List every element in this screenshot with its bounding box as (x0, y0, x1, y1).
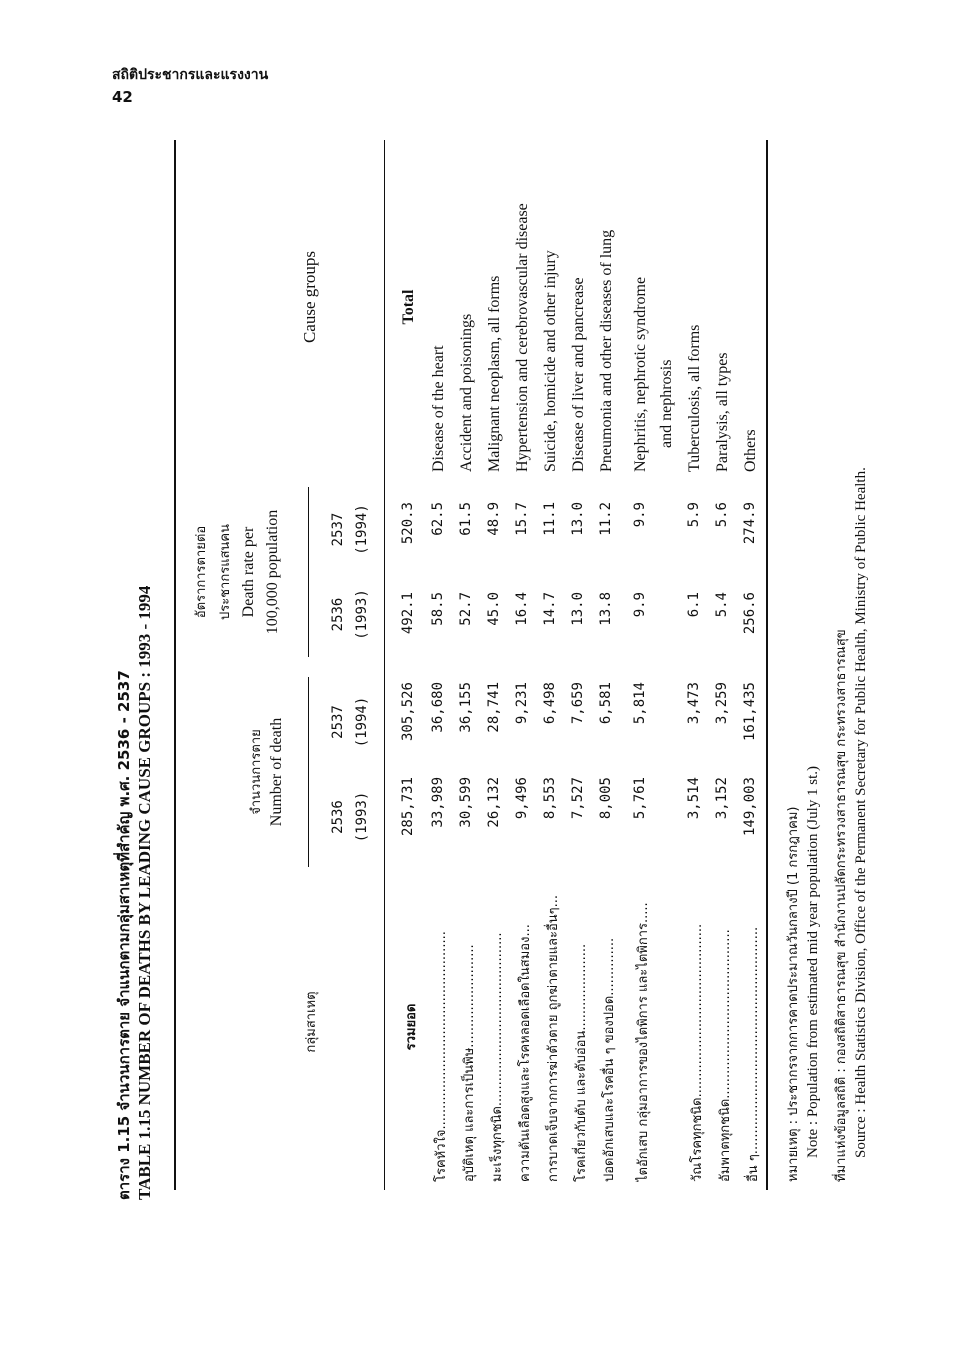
deaths-1994-cell: 161,435 (742, 682, 758, 742)
cause-thai-cell: มะเร็งทุกชนิด.......................................... (490, 932, 505, 1182)
bottom-rule (766, 140, 768, 1190)
deaths-1994-cell: 3,473 (686, 682, 702, 725)
note-english: Note : Population from estimated mid year population (July 1 st.) (805, 765, 821, 1158)
rate-1993-cell: 9.9 (632, 592, 648, 618)
rate-1993-cell: 58.5 (430, 592, 446, 626)
deaths-1993-cell: 3,514 (686, 777, 702, 820)
running-title: สถิติประชากรและแรงงาน (112, 67, 269, 83)
deaths-1993-cell: 7,527 (570, 777, 586, 820)
deaths-1993-cell: 26,132 (486, 777, 502, 828)
cause-en-cell: Accident and poisonings (458, 313, 475, 472)
deaths-1994-cell: 305,526 (400, 682, 416, 742)
header-year1-ad: (1993) (354, 791, 370, 843)
deaths-1994-cell: 36,680 (430, 682, 446, 733)
cause-thai-cell: อุบัติเหตุ และการเป็นพิษ......................... (462, 944, 477, 1182)
deaths-subheader-rule (308, 677, 309, 867)
header-rule (384, 140, 385, 1190)
header-year2: 2537 (330, 705, 346, 739)
note-thai: หมายเหตุ : ประชากรจากการคาดประมาณวันกลางปี (1 กรกฎาคม) (786, 806, 801, 1182)
top-rule (174, 140, 176, 1190)
cause-en-cell: Suicide, homicide and other injury (542, 250, 559, 472)
page-number: 42 (112, 88, 133, 106)
cause-thai-cell: ไตอักเสบ กลุ่มอาการของไตพิการ และไตพิการ..... (636, 902, 651, 1182)
deaths-1993-cell: 9,496 (514, 777, 530, 820)
cause-en-cell: Disease of liver and pancrease (570, 277, 587, 472)
rate-1993-cell: 256.6 (742, 592, 758, 635)
cause-en-cell: Pneumonia and other diseases of lung (598, 229, 615, 472)
header-rate-en-1: Death rate per (240, 526, 257, 618)
rate-1993-cell: 16.4 (514, 592, 530, 626)
cause-thai-cell: วัณโรคทุกชนิด.......................................... (690, 923, 705, 1182)
deaths-1994-cell: 5,814 (632, 682, 648, 725)
cause-en-cell: Nephritis, nephrotic syndrome (632, 276, 649, 472)
cause-thai-cell: รวมยอด (404, 1003, 419, 1051)
cause-en-cell: Others (742, 429, 759, 472)
source-english: Source : Health Statistics Division, Office of the Permanent Secretary for Public Health, Ministry of Public Health. (853, 467, 869, 1158)
deaths-1994-cell: 36,155 (458, 682, 474, 733)
header-year2-ad: (1994) (354, 696, 370, 748)
header-cause-thai: กลุ่มสาเหตุ (304, 991, 319, 1053)
rate-1994-cell: 48.9 (486, 502, 502, 536)
header-rate-thai-1: อัตราการตายต่อ (194, 525, 209, 619)
deaths-1993-cell: 8,553 (542, 777, 558, 820)
header-deaths-en: Number of death (268, 717, 285, 827)
header-deaths-thai: จำนวนการตาย (249, 729, 264, 815)
cause-thai-cell: อื่น ๆ....................................................... (746, 926, 761, 1182)
rate-1993-cell: 13.0 (570, 592, 586, 626)
header-rate-year1: 2536 (330, 597, 346, 632)
cause-thai-cell: ปอดอักเสบและโรคอื่น ๆ ของปอด.............. (602, 937, 617, 1182)
cause-thai-cell: การบาดเจ็บจากการฆ่าตัวตาย ถูกฆ่าตายและอื่นๆ... (546, 894, 561, 1182)
header-rate-year1-ad: (1993) (354, 589, 370, 640)
deaths-1994-cell: 9,231 (514, 682, 530, 725)
deaths-1994-cell: 7,659 (570, 682, 586, 725)
source-thai: ที่มาแห่งข้อมูลสถิติ : กองสถิติสาธารณสุข สำนักงานปลัดกระทรวงสาธารณสุข กระทรวงสาธารณสุข (834, 629, 849, 1182)
deaths-1993-cell: 5,761 (632, 777, 648, 820)
deaths-1994-cell: 6,498 (542, 682, 558, 725)
cause-en-cell: Malignant neoplasm, all forms (486, 275, 503, 472)
deaths-1994-cell: 6,581 (598, 682, 614, 725)
header-rate-thai-2: ประชากรแสนคน (218, 524, 233, 620)
deaths-1993-cell: 149,003 (742, 777, 758, 837)
rate-1994-cell: 9.9 (632, 502, 648, 528)
header-rate-en-2: 100,000 population (264, 509, 281, 635)
cause-thai-cell: ความดันเลือดสูงและโรคหลอดเลือดในสมอง... (518, 924, 533, 1182)
deaths-1993-cell: 285,731 (400, 777, 416, 837)
deaths-1993-cell: 30,599 (458, 777, 474, 828)
rate-1994-cell: 11.2 (598, 502, 614, 536)
deaths-1993-cell: 3,152 (714, 777, 730, 820)
cause-en-cell: Paralysis, all types (714, 352, 731, 472)
rate-1994-cell: 274.9 (742, 502, 758, 545)
rate-subheader-rule (308, 487, 309, 657)
rate-1994-cell: 15.7 (514, 502, 530, 536)
cause-en-cell: Disease of the heart (430, 345, 447, 472)
rate-1994-cell: 5.6 (714, 502, 730, 528)
rate-1993-cell: 14.7 (542, 592, 558, 626)
table-title-thai: ตาราง 1.15 จำนวนการตาย จำแนกตามกลุ่มสาเหตุที่สำคัญ พ.ศ. 2536 - 2537 (115, 670, 133, 1200)
header-year1: 2536 (330, 800, 346, 834)
header-cause-en: Cause groups (300, 250, 319, 344)
rate-1994-cell: 520.3 (400, 502, 416, 545)
deaths-1993-cell: 8,005 (598, 777, 614, 820)
rate-1994-cell: 61.5 (458, 502, 474, 536)
cause-en-cell: Tuberculosis, all forms (686, 324, 703, 472)
cause-thai-cell: โรคเกี่ยวกับตับ และตับอ่อน..................... (574, 943, 589, 1182)
cause-thai-cell: โรคหัวใจ................................................ (434, 931, 449, 1182)
header-rate-year2-ad: (1994) (354, 504, 370, 555)
deaths-1993-cell: 33,989 (430, 777, 446, 828)
rate-1993-cell: 5.4 (714, 592, 730, 618)
table-title-english: TABLE 1.15 NUMBER OF DEATHS BY LEADING CAUSE GROUPS : 1993 - 1994 (135, 585, 154, 1200)
rate-1993-cell: 52.7 (458, 592, 474, 626)
deaths-1994-cell: 28,741 (486, 682, 502, 733)
rate-1994-cell: 13.0 (570, 502, 586, 536)
deaths-1994-cell: 3,259 (714, 682, 730, 725)
cause-en-cell: Hypertension and cerebrovascular disease (514, 203, 531, 472)
rate-1993-cell: 492.1 (400, 592, 416, 635)
rate-1994-cell: 5.9 (686, 502, 702, 528)
rate-1993-cell: 45.0 (486, 592, 502, 626)
cause-en-cell-continued: and nephrosis (658, 359, 675, 448)
rate-1994-cell: 62.5 (430, 502, 446, 536)
header-rate-year2: 2537 (330, 512, 346, 547)
cause-thai-cell: อัมพาตทุกชนิด......................................... (718, 929, 733, 1182)
rate-1994-cell: 11.1 (542, 502, 558, 536)
rate-1993-cell: 6.1 (686, 592, 702, 618)
cause-en-cell: Total (400, 289, 417, 325)
rate-1993-cell: 13.8 (598, 592, 614, 626)
